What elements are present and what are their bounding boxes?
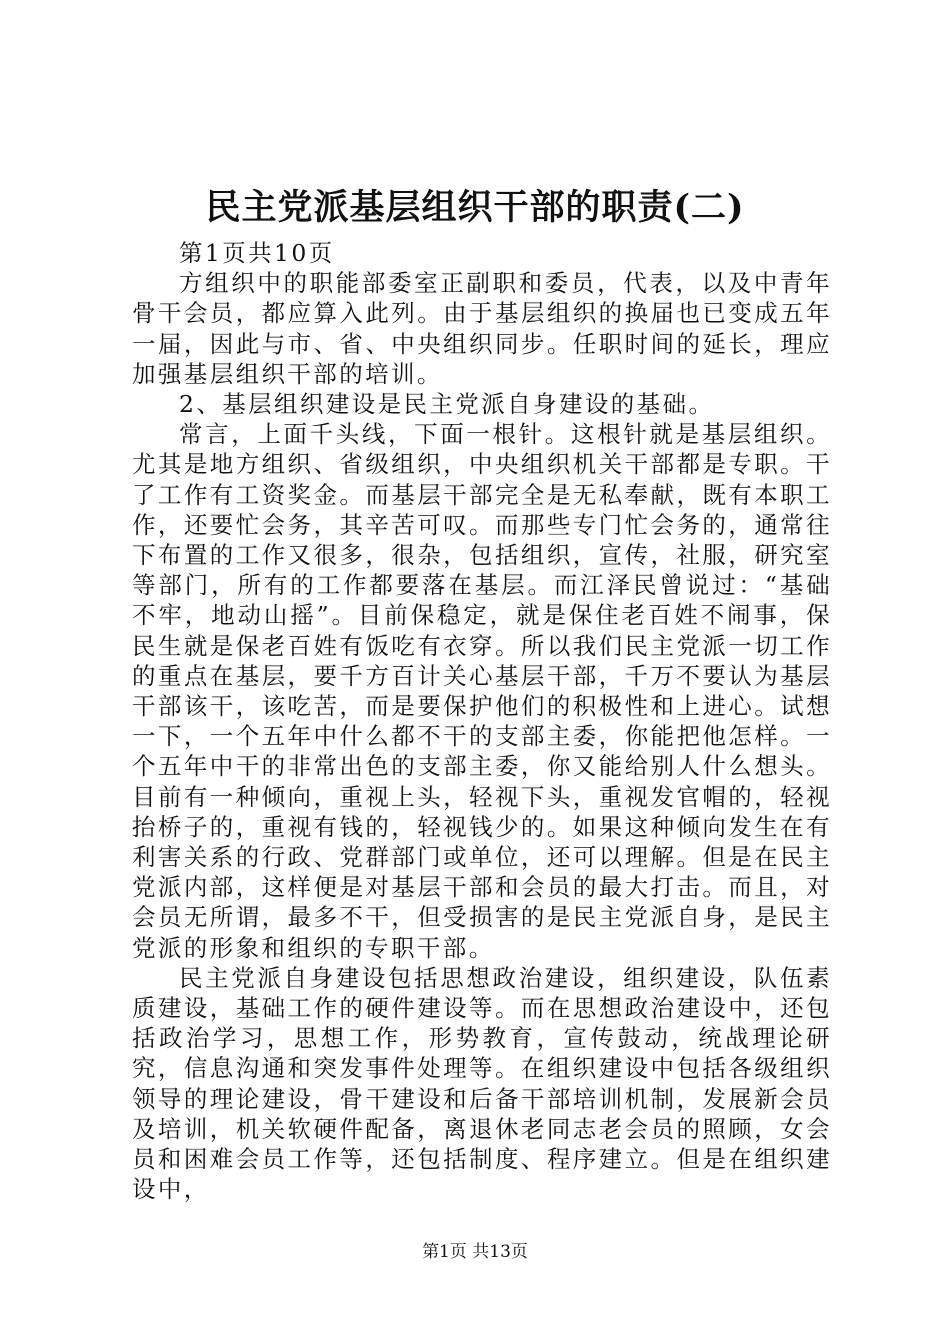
- paragraph-1: 方组织中的职能部委室正副职和委员，代表，以及中青年骨干会员，都应算入此列。由于基层组织的换届也已变成五年一届，因此与市、省、中央组织同步。任职时间的延长，理应加强基层组织干部的培训。: [132, 269, 832, 388]
- paragraph-2: 2、基层组织建设是民主党派自身建设的基础。: [179, 390, 715, 419]
- document-body: [132, 238, 832, 1205]
- document-title: 民主党派基层组织干部的职责(二): [205, 187, 745, 228]
- header-page-label: 第1页共10页: [179, 239, 335, 267]
- page-footer: 第1页 共13页: [422, 1242, 528, 1262]
- paragraph-4: 民主党派自身建设包括思想政治建设，组织建设，队伍素质建设，基础工作的硬件建设等。而在思想政治建设中，还包括政治学习，思想工作，形势教育，宣传鼓动，统战理论研究，信息沟通和突发事件处理等。在组织建设中包括各级组织领导的理论建设，骨干建设和后备干部培训机制，发展新会员及培训，机关软硬件配备，离退休老同志老会员的照顾，女会员和困难会员工作等，还包括制度、程序建立。但是在组织建设中，: [132, 963, 832, 1204]
- paragraph-3: 常言，上面千头线，下面一根针。这根针就是基层组织。尤其是地方组织、省级组织，中央组织机关干部都是专职。干了工作有工资奖金。而基层干部完全是无私奉献，既有本职工作，还要忙会务，其辛苦可叹。而那些专门忙会务的，通常往下布置的工作又很多，很杂，包括组织，宣传，社服，研究室等部门，所有的工作都要落在基层。而江泽民曾说过：“基础不牢，地动山摇”。目前保稳定，就是保住老百姓不闹事，保民生就是保老百姓有饭吃有衣穿。所以我们民主党派一切工作的重点在基层，要千方百计关心基层干部，千万不要认为基层干部该干，该吃苦，而是要保护他们的积极性和上进心。试想一下，一个五年中什么都不干的支部主委，你能把他怎样。一个五年中干的非常出色的支部主委，你又能给别人什么想头。目前有一种倾向，重视上头，轻视下头，重视发官帽的，轻视抬桥子的，重视有钱的，轻视钱少的。如果这种倾向发生在有利害关系的行政、党群部门或单位，还可以理解。但是在民主党派内部，这样便是对基层干部和会员的最大打击。而且，对会员无所谓，最多不干，但受损害的是民主党派自身，是民主党派的形象和组织的专职干部。: [132, 420, 832, 962]
